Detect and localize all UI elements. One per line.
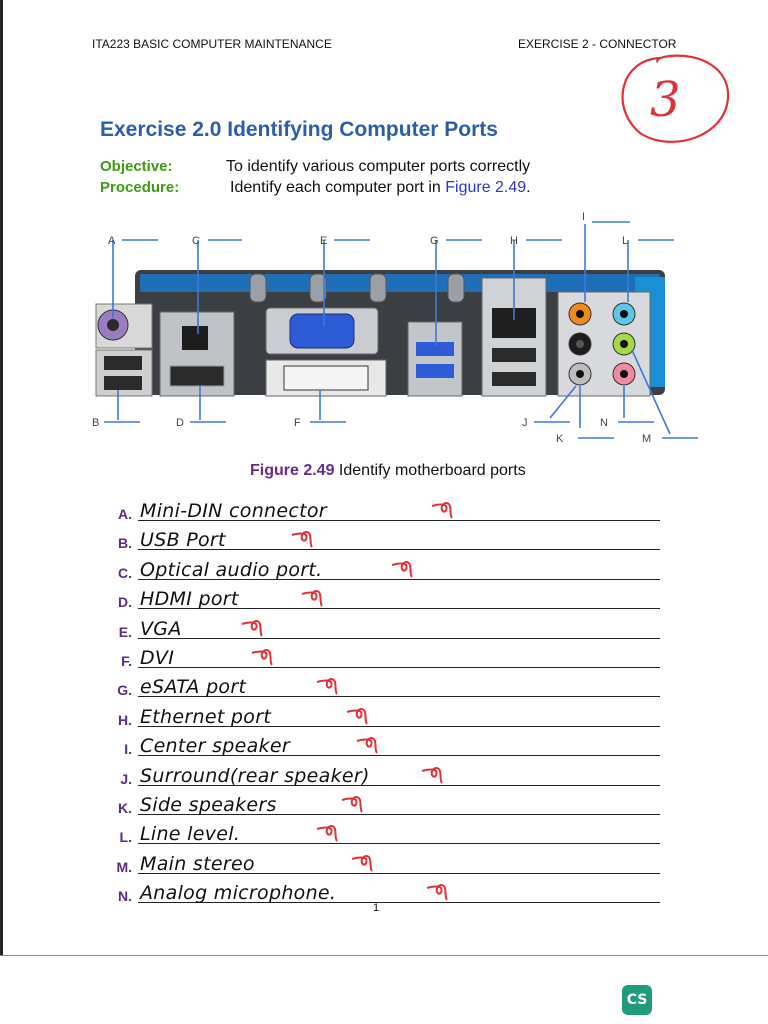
callout-f: F: [294, 417, 301, 429]
handwritten-answer[interactable]: Surround(rear speaker): [140, 764, 370, 787]
check-mark-icon: [355, 733, 385, 755]
answer-row: [112, 614, 660, 642]
handwritten-answer[interactable]: Center speaker: [140, 735, 290, 758]
answer-underline: [138, 638, 660, 639]
answer-letter: A.: [118, 506, 132, 522]
check-mark-icon: [315, 821, 345, 843]
answer-row: [112, 496, 660, 524]
objective-label: Objective:: [100, 158, 173, 175]
answer-letter: N.: [118, 888, 132, 905]
check-mark-icon: [420, 763, 450, 785]
answer-letter: G.: [117, 682, 132, 699]
answer-letter: L.: [119, 829, 132, 846]
grade-mark: [600, 48, 740, 148]
procedure-text-after: .: [526, 179, 531, 196]
check-mark-icon: [315, 674, 345, 696]
callout-i: I: [582, 211, 586, 223]
check-mark-icon: [390, 557, 420, 579]
check-mark-icon: [345, 704, 375, 726]
answer-row: [112, 525, 660, 553]
handwritten-answer[interactable]: Analog microphone.: [140, 882, 337, 905]
callout-k: K: [556, 433, 564, 445]
answer-row: [112, 702, 660, 730]
handwritten-answer[interactable]: USB Port: [140, 529, 226, 552]
check-mark-icon: [240, 616, 270, 638]
answer-row: [112, 643, 660, 671]
check-mark-icon: [340, 792, 370, 814]
handwritten-answer[interactable]: VGA: [140, 617, 182, 640]
check-mark-icon: [290, 527, 320, 549]
handwritten-answer[interactable]: Ethernet port: [140, 705, 272, 728]
answer-letter: B.: [118, 535, 132, 552]
answer-letter: C.: [118, 564, 132, 581]
exercise-header: EXERCISE 2 - CONNECTOR: [518, 37, 677, 51]
procedure-text: [230, 179, 531, 197]
callout-m: M: [642, 433, 652, 445]
caption-text: Identify motherboard ports: [334, 462, 526, 479]
page-bottom-divider: [0, 955, 768, 956]
exercise-title: Exercise 2.0 Identifying Computer Ports: [100, 118, 498, 141]
handwritten-answer[interactable]: Main stereo: [140, 852, 255, 875]
answer-row: [112, 731, 660, 759]
answer-letter: M.: [116, 858, 132, 875]
callout-b: B: [92, 417, 100, 429]
answer-row: [112, 761, 660, 789]
page-number: 1: [373, 902, 380, 914]
check-mark-icon: [430, 498, 460, 520]
handwritten-answer[interactable]: Mini-DIN connector: [140, 500, 327, 522]
handwritten-answer[interactable]: Side speakers: [140, 794, 277, 816]
answer-row: [112, 790, 660, 818]
answer-letter: E.: [118, 623, 132, 640]
answer-underline: [138, 667, 660, 668]
objective-text: To identify various computer ports correctly: [226, 158, 531, 175]
answer-row: [112, 672, 660, 700]
check-mark-icon: [300, 586, 330, 608]
handwritten-answer[interactable]: DVI: [140, 647, 175, 669]
figure-caption: [250, 462, 526, 480]
course-header: ITA223 BASIC COMPUTER MAINTENANCE: [92, 37, 332, 51]
answer-row: [112, 878, 660, 906]
answer-letter: K.: [118, 800, 132, 816]
answer-row: [112, 584, 660, 612]
callout-e: E: [320, 235, 328, 247]
handwritten-answer[interactable]: Optical audio port.: [140, 558, 323, 581]
camscanner-badge[interactable]: CS: [622, 985, 652, 1015]
callout-j: J: [522, 417, 528, 429]
callout-a: A: [108, 235, 116, 247]
callout-l: L: [622, 235, 629, 247]
answer-row: [112, 849, 660, 877]
answer-letter: I.: [124, 741, 132, 758]
callout-g: G: [430, 235, 439, 247]
procedure-label: Procedure:: [100, 179, 180, 196]
answer-letter: F.: [121, 653, 132, 669]
handwritten-answer[interactable]: eSATA port: [140, 676, 247, 699]
handwritten-answer[interactable]: HDMI port: [140, 588, 239, 611]
answer-row: [112, 555, 660, 583]
caption-figure-ref: Figure 2.49: [250, 462, 335, 479]
answer-letter: D.: [118, 594, 132, 611]
grade-value: 3: [650, 72, 681, 128]
answer-row: [112, 819, 660, 847]
callout-d: D: [176, 417, 184, 429]
figure-reference: Figure 2.49: [445, 179, 527, 196]
callout-h: H: [510, 235, 518, 247]
handwritten-answer[interactable]: Line level.: [140, 823, 241, 846]
page-left-edge: [0, 0, 3, 955]
check-mark-icon: [250, 645, 280, 667]
procedure-text-before: Identify each computer port in: [230, 179, 446, 196]
check-mark-icon: [425, 880, 455, 902]
check-mark-icon: [350, 851, 380, 873]
answer-letter: J.: [120, 770, 132, 787]
callout-n: N: [600, 417, 608, 429]
answer-letter: H.: [118, 711, 132, 728]
motherboard-ports-figure: [80, 211, 700, 452]
callout-c: C: [192, 235, 200, 247]
